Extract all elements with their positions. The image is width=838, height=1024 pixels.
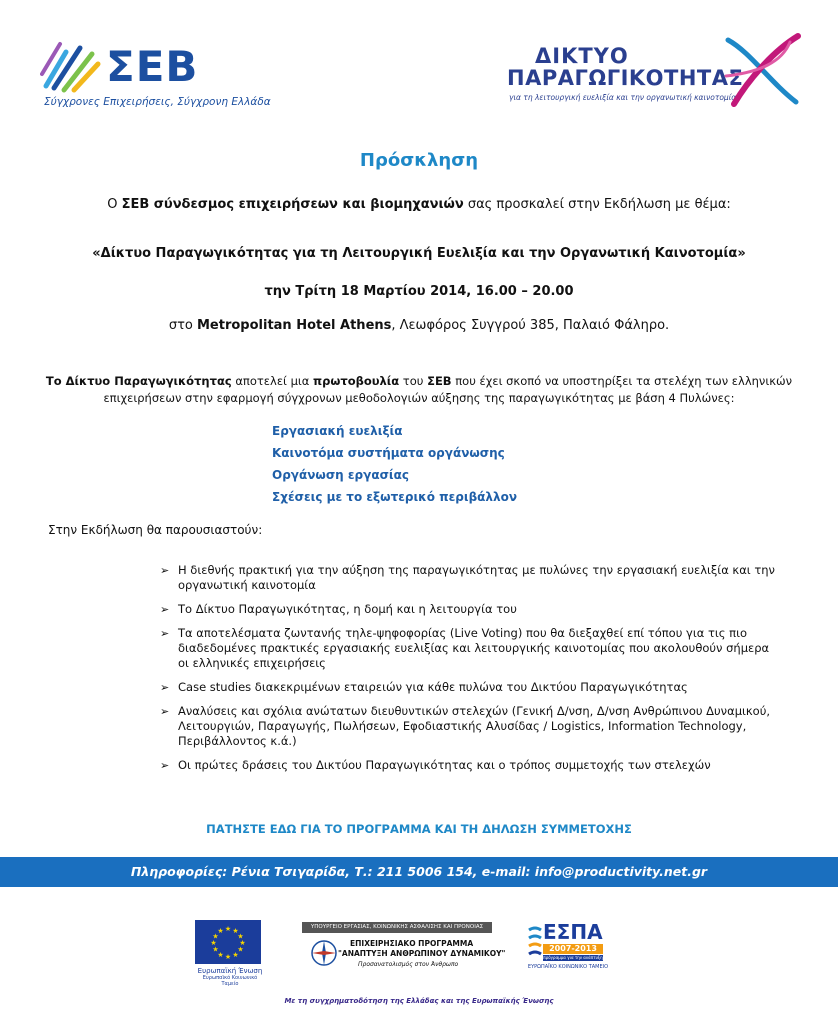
ministry-program-logo	[302, 922, 506, 973]
venue-name: Metropolitan Hotel Athens	[196, 318, 392, 333]
network-logo-line1: ΔΙΚΤΥΟ	[535, 44, 629, 68]
topic-item	[158, 626, 778, 671]
productivity-network-logo	[505, 32, 805, 112]
contact-info-bar: Πληροφορίες: Ρένια Τσιγαρίδα, Τ.: 211 5006 154, e-mail: info@productivity.net.gr	[0, 857, 838, 887]
desc-text-2: του	[399, 374, 428, 388]
seb-swirl-icon	[40, 38, 106, 94]
eu-flag-icon	[195, 920, 261, 964]
topic-item	[158, 680, 778, 695]
svg-text:★: ★	[237, 945, 244, 954]
network-description	[40, 373, 798, 407]
intro-suffix: σας προσκαλεί στην Εκδήλωση με θέμα:	[463, 197, 731, 212]
topic-item	[158, 758, 778, 773]
topic-text: Τα αποτελέσματα ζωντανής τηλε-ψηφοφορίας (Live Voting) που θα διεξαχθεί επί τόπου για τις πιο διαδεδομένες πρακτικές εργασιακής ευελιξίας και λειτουργικής καινοτομίας που ακολουθούν σήμερα οι ελληνικές επιχειρήσεις	[178, 626, 770, 670]
svg-text:★: ★	[210, 939, 217, 947]
presenters-label: Στην Εκδήλωση θα παρουσιαστούν:	[48, 523, 263, 537]
arrow-bullet-icon: ➢	[160, 564, 170, 577]
event-theme: «Δίκτυο Παραγωγικότητας για τη Λειτουργική Ευελιξία και την Οργανωτική Καινοτομία»	[92, 246, 746, 261]
topic-item	[158, 602, 778, 617]
arrow-bullet-icon: ➢	[160, 681, 170, 694]
compass-emblem-icon	[310, 939, 338, 967]
eu-logo	[195, 920, 265, 987]
ministry-program-subtitle: Προσανατολισμός στον Άνθρωπο	[358, 961, 459, 968]
seb-logo-name: ΣΕΒ	[106, 42, 199, 91]
seb-logo-tagline: Σύγχρονες Επιχειρήσεις, Σύγχρονη Ελλάδα	[44, 96, 271, 108]
desc-initiative: πρωτοβουλία	[313, 374, 400, 388]
svg-text:★: ★	[237, 932, 244, 941]
espa-fund: ΕΥΡΩΠΑΪΚΟ ΚΟΙΝΩΝΙΚΟ ΤΑΜΕΙΟ	[527, 964, 609, 970]
svg-text:★: ★	[217, 927, 224, 935]
svg-text:★: ★	[212, 932, 219, 941]
topic-item	[158, 563, 778, 593]
pillar-item: Εργασιακή ευελιξία	[272, 424, 403, 438]
pillar-item: Σχέσεις με το εξωτερικό περιβάλλον	[272, 490, 518, 504]
pillar-item: Καινοτόμα συστήματα οργάνωσης	[272, 446, 505, 460]
espa-years: 2007-2013	[543, 944, 603, 954]
topic-text: Το Δίκτυο Παραγωγικότητας, η δομή και η λειτουργία του	[178, 602, 517, 616]
desc-seb: ΣΕΒ	[427, 374, 452, 388]
svg-text:★: ★	[212, 945, 219, 954]
svg-text:★: ★	[217, 951, 224, 959]
topic-text: Αναλύσεις και σχόλια ανώτατων διευθυντικών στελεχών (Γενική Δ/νση, Δ/νση Ανθρώπινου Δυναμικού, Λειτουργιών, Παραγωγής, Πωλήσεων, Εφοδιαστικής Αλυσίδας / Logistics, Information Technology, Περιβάλλοντος κ.ά.)	[178, 704, 771, 748]
registration-link[interactable]: ΠΑΤΗΣΤΕ ΕΔΩ ΓΙΑ ΤΟ ΠΡΟΓΡΑΜΜΑ ΚΑΙ ΤΗ ΔΗΛΩΣΗ ΣΥΜΜΕΤΟΧΗΣ	[206, 822, 632, 836]
svg-text:★: ★	[239, 939, 246, 947]
intro-organization: ΣΕΒ σύνδεσμος επιχειρήσεων και βιομηχανιών	[121, 197, 464, 212]
network-logo-tagline: για τη λειτουργική ευελιξία και την οργανωτική καινοτομία	[509, 93, 737, 102]
ministry-program-title: ΕΠΙΧΕΙΡΗΣΙΑΚΟ ΠΡΟΓΡΑΜΜΑ	[350, 939, 474, 948]
topic-item	[158, 704, 778, 749]
topic-text: Case studies διακεκριμένων εταιρειών για κάθε πυλώνα του Δικτύου Παραγωγικότητας	[178, 680, 688, 694]
arrow-bullet-icon: ➢	[160, 603, 170, 616]
desc-text-1: αποτελεί μια	[231, 374, 314, 388]
invitation-intro	[0, 197, 838, 212]
eu-subcaption: Ευρωπαϊκό Κοινωνικό Ταμείο	[202, 975, 258, 987]
svg-text:★: ★	[224, 953, 232, 961]
arrow-bullet-icon: ➢	[160, 759, 170, 772]
espa-name: ΕΣΠΑ	[543, 920, 603, 944]
svg-text:★: ★	[232, 927, 239, 935]
svg-text:★: ★	[224, 925, 232, 933]
ministry-program-name: "ΑΝΑΠΤΥΞΗ ΑΝΘΡΩΠΙΝΟΥ ΔΥΝΑΜΙΚΟΥ"	[338, 949, 506, 958]
invitation-title: Πρόσκληση	[359, 150, 479, 171]
espa-waves-icon	[527, 922, 543, 962]
pillar-item: Οργάνωση εργασίας	[272, 468, 409, 482]
venue-prefix: στο	[168, 318, 197, 333]
pillars-list	[272, 420, 517, 508]
arrow-bullet-icon: ➢	[160, 705, 170, 718]
seb-logo	[40, 38, 271, 118]
desc-text-3: που έχει σκοπό να υποστηρίξει τα στελέχη των ελληνικών επιχειρήσεων στην εφαρμογή σύγχρονων μεθοδολογιών αύξησης της παραγωγικότητας με βάση 4 Πυλώνες:	[103, 374, 793, 405]
topic-text: Η διεθνής πρακτική για την αύξηση της παραγωγικότητας με πυλώνες την εργασιακή ευελιξία και την οργανωτική καινοτομία	[178, 563, 775, 592]
arrow-bullet-icon: ➢	[160, 627, 170, 640]
event-venue	[0, 318, 838, 333]
network-logo-line2: ΠΑΡΑΓΩΓΙΚΟΤΗΤΑΣ	[507, 66, 744, 90]
ministry-header: ΥΠΟΥΡΓΕΙΟ ΕΡΓΑΣΙΑΣ, ΚΟΙΝΩΝΙΚΗΣ ΑΣΦΑΛΙΣΗΣ ΚΑΙ ΠΡΟΝΟΙΑΣ	[302, 922, 492, 933]
event-date: την Τρίτη 18 Μαρτίου 2014, 16.00 – 20.00	[264, 284, 574, 299]
desc-network: Το Δίκτυο Παραγωγικότητας	[45, 374, 232, 388]
network-cross-icon	[720, 32, 802, 108]
espa-motto: πρόγραμμα για την ανάπτυξη	[543, 955, 603, 960]
eu-caption: Ευρωπαϊκή Ένωση	[197, 967, 263, 975]
cofunding-note: Με τη συγχρηματοδότηση της Ελλάδας και της Ευρωπαϊκής Ένωσης	[284, 997, 554, 1005]
topic-text: Οι πρώτες δράσεις του Δικτύου Παραγωγικότητας και ο τρόπος συμμετοχής των στελεχών	[178, 758, 711, 772]
venue-address: , Λεωφόρος Συγγρού 385, Παλαιό Φάληρο.	[391, 318, 670, 333]
svg-text:★: ★	[232, 951, 239, 959]
intro-prefix: Ο	[107, 197, 122, 212]
topics-list	[158, 563, 778, 782]
